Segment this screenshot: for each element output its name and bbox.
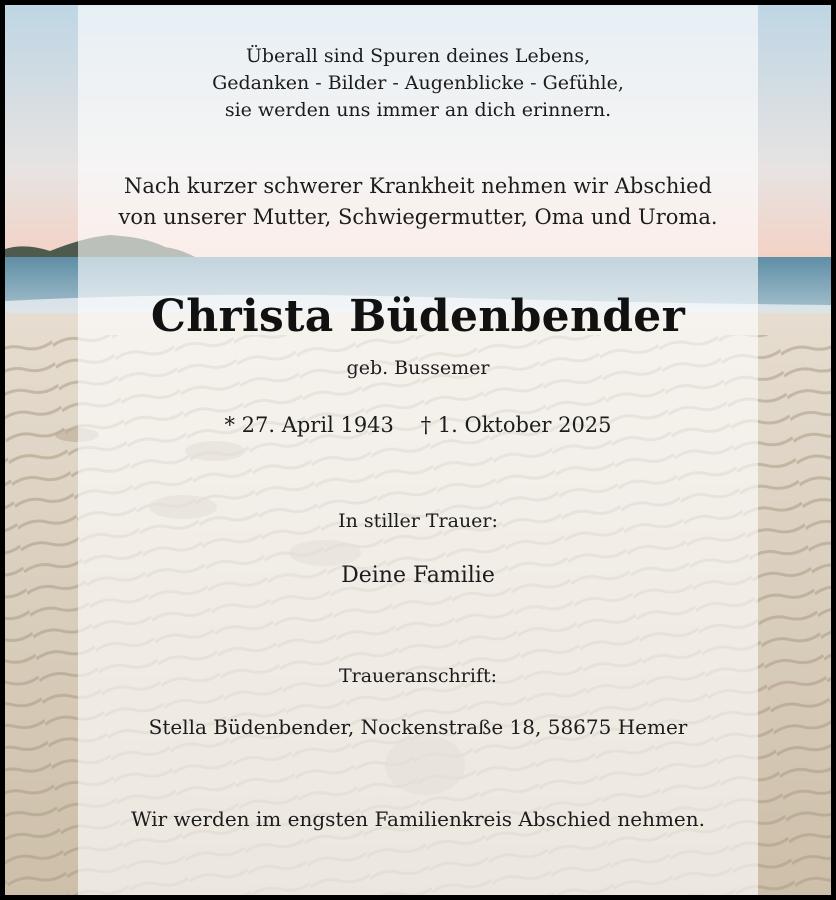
- verse-line: Gedanken - Bilder - Augenblicke - Gefühle,: [212, 72, 624, 94]
- translucent-text-panel: [78, 5, 758, 895]
- verse-line: sie werden uns immer an dich erinnern.: [224, 99, 612, 121]
- memorial-verse: [5, 43, 831, 124]
- announcement-line: von unserer Mutter, Schwiegermutter, Oma und Uroma.: [118, 205, 718, 229]
- birth-date: * 27. April 1943: [224, 413, 394, 437]
- announcement-line: Nach kurzer schwerer Krankheit nehmen wir Abschied: [124, 174, 712, 198]
- life-dates: [5, 413, 831, 437]
- mourners-label: In stiller Trauer:: [338, 510, 498, 532]
- address-text: Stella Büdenbender, Nockenstraße 18, 58675 Hemer: [148, 715, 688, 739]
- announcement-text: [5, 171, 831, 233]
- verse-line: Überall sind Spuren deines Lebens,: [245, 45, 591, 67]
- closing-note: Wir werden im engsten Familienkreis Abschied nehmen.: [131, 807, 705, 831]
- deceased-name: Christa Büdenbender: [150, 291, 686, 342]
- mourners-names: Deine Familie: [341, 563, 495, 588]
- birth-name: geb. Bussemer: [346, 357, 490, 379]
- death-date: † 1. Oktober 2025: [420, 413, 612, 437]
- address-label: Traueranschrift:: [338, 665, 498, 687]
